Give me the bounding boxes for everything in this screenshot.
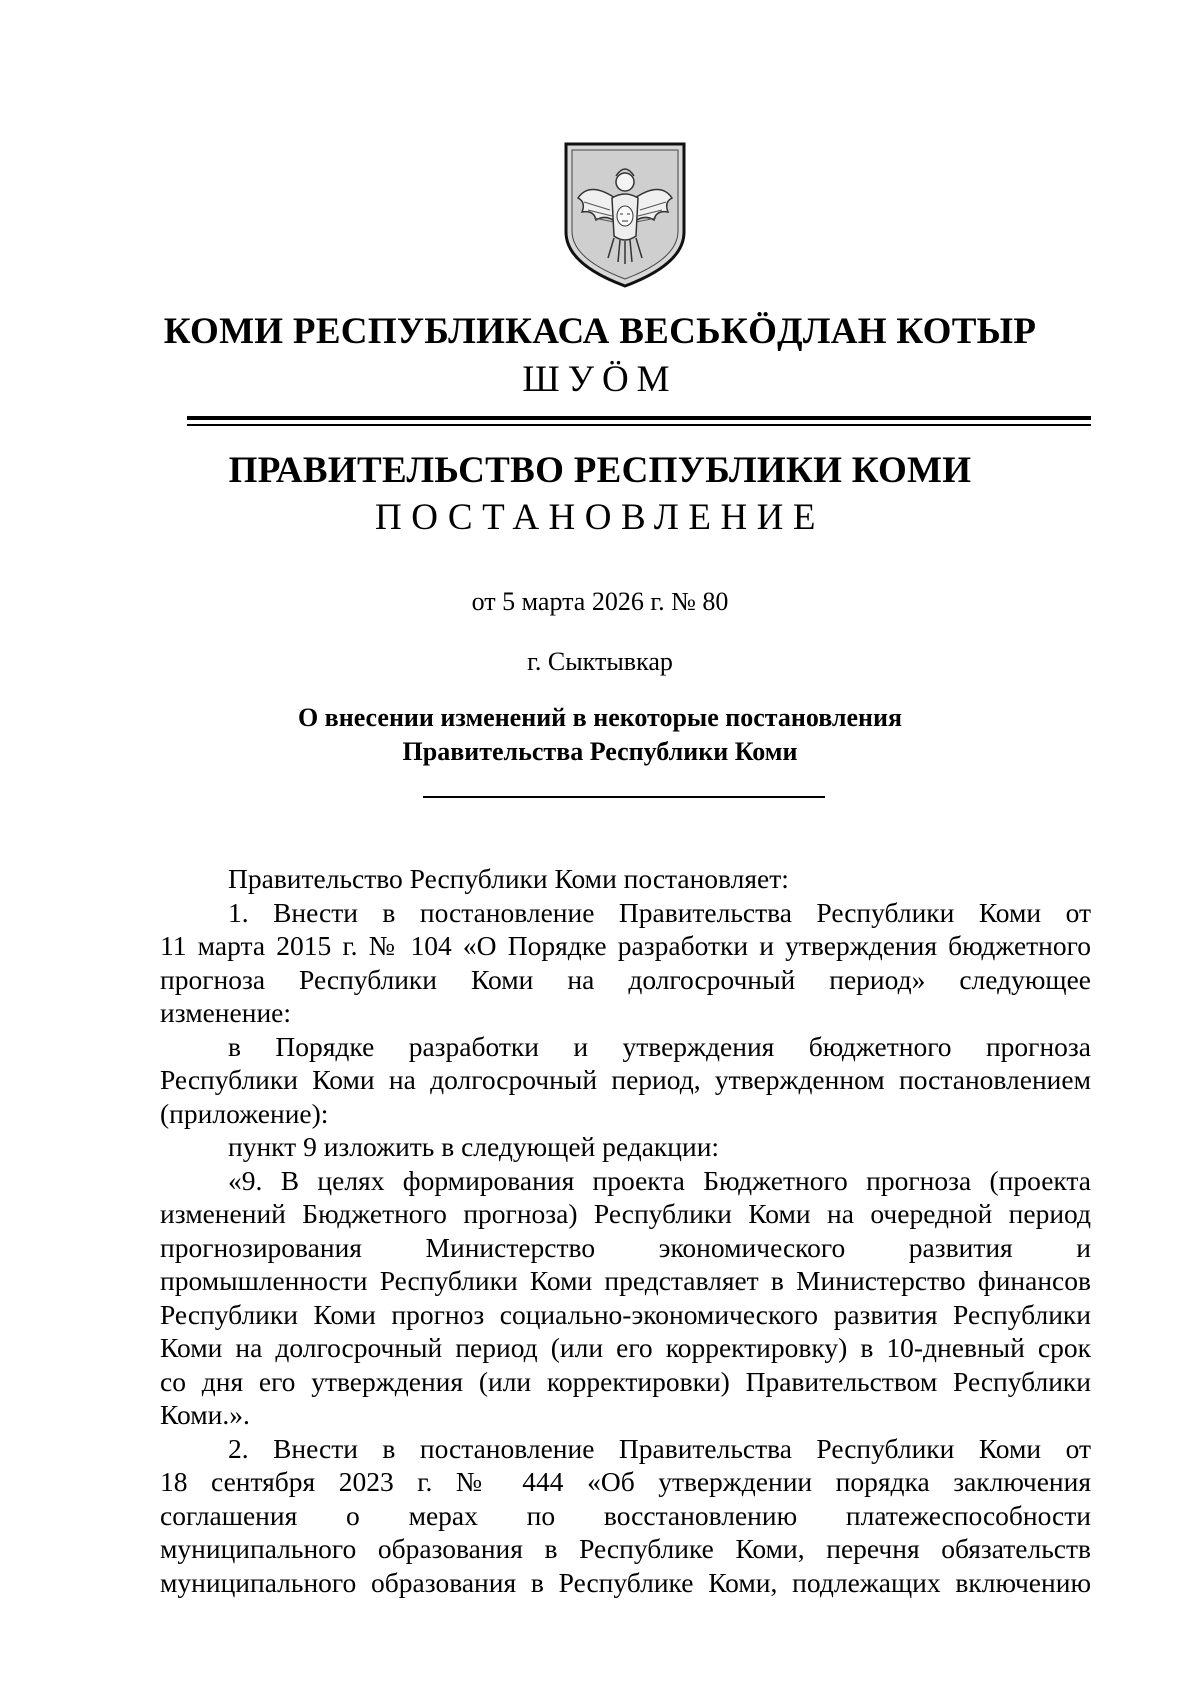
- body-line: изменений Бюджетного прогноза) Республики Коми на очередной период: [160, 1198, 1091, 1229]
- body-line: 11 марта 2015 г. № 104 «О Порядке разработки и утверждения бюджетного: [160, 930, 1091, 961]
- komi-subtitle: ШУӦМ: [522, 359, 678, 400]
- body-line: 2. Внести в постановление Правительства Республики Коми от: [228, 1432, 1091, 1464]
- city-line: г. Сыктывкар: [527, 647, 673, 676]
- subject-underline: [423, 796, 825, 798]
- subject-line-1: О внесении изменений в некоторые постановления: [297, 703, 903, 732]
- government-title: ПРАВИТЕЛЬСТВО РЕСПУБЛИКИ КОМИ: [228, 450, 972, 491]
- body-line: прогнозирования Министерство экономического развития и: [160, 1231, 1091, 1263]
- body-line: промышленности Республики Коми представляет в Министерство финансов: [160, 1265, 1091, 1296]
- body-line: пункт 9 изложить в следующей редакции:: [228, 1131, 720, 1162]
- body-line: прогноза Республики Коми на долгосрочный период» следующее: [160, 963, 1091, 995]
- subject-line-2: Правительства Республики Коми: [402, 737, 798, 766]
- document-body: [160, 862, 1091, 1599]
- document-type: ПОСТАНОВЛЕНИЕ: [375, 497, 825, 538]
- body-line: Коми.».: [160, 1399, 250, 1430]
- body-line: Республики Коми на долгосрочный период, утвержденном постановлением: [160, 1064, 1091, 1095]
- body-line: 18 сентября 2023 г. № 444 «Об утверждении порядка заключения: [160, 1466, 1091, 1497]
- body-line: соглашения о мерах по восстановлению платежеспособности: [160, 1499, 1091, 1531]
- body-line: 1. Внести в постановление Правительства Республики Коми от: [228, 896, 1091, 928]
- coat-of-arms-emblem: [560, 140, 690, 288]
- body-line: Правительство Республики Коми постановляет:: [228, 863, 789, 894]
- body-line: муниципального образования в Республике Коми, перечня обязательств: [160, 1533, 1091, 1564]
- body-line: в Порядке разработки и утверждения бюджетного прогноза: [228, 1030, 1091, 1062]
- body-line: со дня его утверждения (или корректировки) Правительством Республики: [160, 1365, 1091, 1397]
- body-line: «9. В целях формирования проекта Бюджетного прогноза (проекта: [228, 1164, 1091, 1196]
- body-line: (приложение):: [160, 1097, 329, 1129]
- date-number-line: от 5 марта 2026 г. № 80: [471, 587, 729, 616]
- body-line: Коми на долгосрочный период (или его корректировку) в 10-дневный срок: [160, 1332, 1091, 1363]
- body-line: изменение:: [160, 997, 292, 1028]
- komi-title: КОМИ РЕСПУБЛИКАСА ВЕСЬКӦДЛАН КОТЫР: [163, 311, 1037, 352]
- header-rule-thick: [187, 416, 1091, 420]
- body-line: Республики Коми прогноз социально-экономического развития Республики: [160, 1298, 1091, 1330]
- header-rule-thin: [187, 424, 1091, 426]
- body-line: муниципального образования в Республике Коми, подлежащих включению: [160, 1566, 1091, 1598]
